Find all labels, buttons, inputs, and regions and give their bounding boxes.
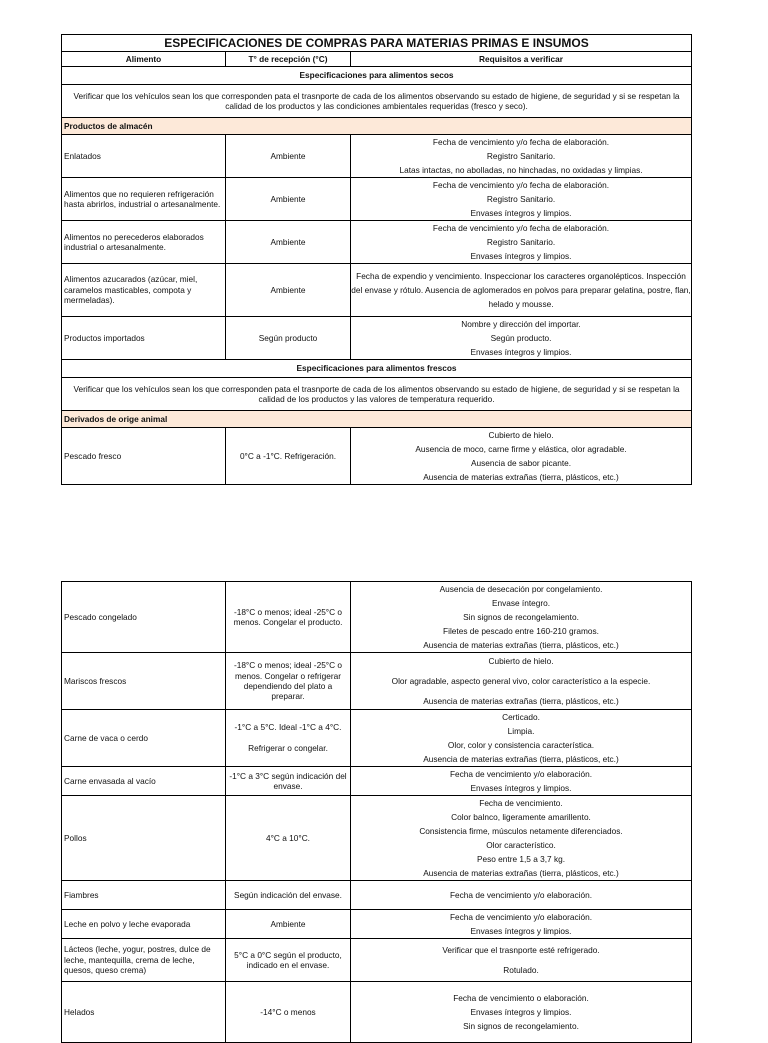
table-row <box>62 881 692 910</box>
requirement-line: Envase íntegro. <box>491 598 551 608</box>
requirements <box>351 135 692 178</box>
requirements <box>351 582 692 653</box>
requirements <box>351 910 692 939</box>
reception-temperature: Ambiente <box>226 135 351 178</box>
specs-table-bottom <box>61 581 692 1043</box>
table-row <box>62 910 692 939</box>
reception-temperature: -18°C o menos; ideal -25°C o menos. Congelar el producto. <box>226 582 351 653</box>
food-name: Carne envasada al vacío <box>62 767 226 796</box>
requirement-line: Envases íntegros y limpios. <box>470 347 572 357</box>
reception-temperature: -1°C a 5°C. Ideal -1°C a 4°C. Refrigerar o congelar. <box>226 710 351 767</box>
requirement-line: Fecha de vencimiento y/o fecha de elaboración. <box>432 180 610 190</box>
requirement-line: Certicado. <box>502 712 540 722</box>
table-row <box>62 221 692 264</box>
reception-temperature: 5°C a 0°C según el producto, indicado en el envase. <box>226 939 351 982</box>
section-fresh-note: Verificar que los vehículos sean los que corresponden pata el trasnporte de cada de los alimentos observando su estado de higiene, de seguridad y si se respetan la calidad de los productos y las valores de temperatura requerido. <box>62 378 692 411</box>
requirements <box>351 317 692 360</box>
requirement-line: Ausencia de moco, carne firme y elástica, olor agradable. <box>415 444 627 454</box>
requirement-line: Verificar que el trasnporte esté refrigerado. <box>442 945 600 955</box>
requirement-line: Sin signos de recongelamiento. <box>463 1021 579 1031</box>
requirement-line: Sin signos de recongelamiento. <box>463 612 579 622</box>
requirement-line: Rotulado. <box>503 965 539 975</box>
reception-temperature: -14°C o menos <box>226 982 351 1043</box>
reception-temperature: Ambiente <box>226 221 351 264</box>
requirement-line: Envases íntegros y limpios. <box>470 926 572 936</box>
requirement-line: Envases íntegros y limpios. <box>470 251 572 261</box>
food-name: Alimentos azucarados (azúcar, miel, caramelos masticables, compota y mermeladas). <box>62 264 226 317</box>
table-row <box>62 710 692 767</box>
requirement-line: Fecha de vencimiento y/o fecha de elaboración. <box>432 223 610 233</box>
reception-temperature: Ambiente <box>226 264 351 317</box>
requirement-line: Fecha de vencimiento. <box>479 798 563 808</box>
requirement-line: Fecha de vencimiento y/o elaboración. <box>449 890 593 900</box>
requirements <box>351 653 692 710</box>
table-row <box>62 135 692 178</box>
table-row <box>62 796 692 881</box>
food-name: Pollos <box>62 796 226 881</box>
requirement-line: Ausencia de materias extrañas (tierra, plásticos, etc.) <box>423 754 619 764</box>
table-row <box>62 428 692 485</box>
requirements <box>351 767 692 796</box>
specs-table-top <box>61 34 692 485</box>
food-name: Fiambres <box>62 881 226 910</box>
reception-temperature: Según producto <box>226 317 351 360</box>
requirement-line: Olor agradable, aspecto general vivo, color característico a la especie. <box>391 676 651 686</box>
table-row <box>62 582 692 653</box>
requirement-line: Fecha de vencimiento y/o elaboración. <box>449 769 593 779</box>
reception-temperature: -18°C o menos; ideal -25°C o menos. Congelar o refrigerar dependiendo del plato a preparar. <box>226 653 351 710</box>
section-dry-heading: Especificaciones para alimentos secos <box>62 67 692 85</box>
category-productos-almacen: Productos de almacén <box>62 118 692 135</box>
food-name: Alimentos que no requieren refrigeración hasta abrirlos, industrial o artesanalmente. <box>62 178 226 221</box>
requirement-line: Olor, color y consistencia característica. <box>447 740 595 750</box>
food-name: Helados <box>62 982 226 1043</box>
requirements <box>351 428 692 485</box>
requirements <box>351 939 692 982</box>
reception-temperature: 4°C a 10°C. <box>226 796 351 881</box>
reception-temperature: 0°C a -1°C. Refrigeración. <box>226 428 351 485</box>
requirement-line: Peso entre 1,5 a 3,7 kg. <box>476 854 566 864</box>
requirements <box>351 221 692 264</box>
requirement-line: Fecha de vencimiento y/o elaboración. <box>449 912 593 922</box>
table-row <box>62 939 692 982</box>
requirement-line: Ausencia de desecación por congelamiento. <box>439 584 603 594</box>
header-requisitos: Requisitos a verificar <box>351 52 692 67</box>
requirement-line: Filetes de pescado entre 160-210 gramos. <box>443 626 599 636</box>
food-name: Mariscos frescos <box>62 653 226 710</box>
table-row <box>62 767 692 796</box>
food-name: Enlatados <box>62 135 226 178</box>
table-row <box>62 982 692 1043</box>
requirement-line: Cubierto de hielo. <box>488 430 554 440</box>
table-row <box>62 264 692 317</box>
food-name: Lácteos (leche, yogur, postres, dulce de leche, mantequilla, crema de leche, quesos, queso crema) <box>62 939 226 982</box>
food-name: Pescado congelado <box>62 582 226 653</box>
food-name: Productos importados <box>62 317 226 360</box>
requirements <box>351 264 692 317</box>
requirements <box>351 982 692 1043</box>
food-name: Alimentos no perecederos elaborados industrial o artesanalmente. <box>62 221 226 264</box>
requirement-line: Limpia. <box>507 726 535 736</box>
header-alimento: Alimento <box>62 52 226 67</box>
requirement-line: Envases íntegros y limpios. <box>470 1007 572 1017</box>
requirement-line: Ausencia de materias extrañas (tierra, plásticos, etc.) <box>423 640 619 650</box>
requirement-line: Color balnco, ligeramente amarillento. <box>451 812 591 822</box>
requirement-line: Ausencia de sabor picante. <box>470 458 572 468</box>
requirement-line: Registro Sanitario. <box>486 151 556 161</box>
requirement-line: Registro Sanitario. <box>486 194 556 204</box>
requirement-line: Ausencia de materias extrañas (tierra, plásticos, etc.) <box>423 696 619 706</box>
section-fresh-heading: Especificaciones para alimentos frescos <box>62 360 692 378</box>
reception-temperature: Según indicación del envase. <box>226 881 351 910</box>
requirement-line: Fecha de expendio y vencimiento. Inspeccionar los caracteres organolépticos. Inspección del envase y rótulo. Ausencia de aglomerados en polvos para preparar gelatina, postre, flan, helado y mousse. <box>351 271 691 309</box>
requirement-line: Cubierto de hielo. <box>488 656 554 666</box>
requirement-line: Olor característico. <box>486 840 556 850</box>
food-name: Carne de vaca o cerdo <box>62 710 226 767</box>
requirement-line: Ausencia de materias extrañas (tierra, plásticos, etc.) <box>423 472 619 482</box>
requirement-line: Envases íntegros y limpios. <box>470 783 572 793</box>
food-name: Pescado fresco <box>62 428 226 485</box>
reception-temperature: Ambiente <box>226 910 351 939</box>
requirement-line: Nombre y dirección del importar. <box>461 319 581 329</box>
table-row <box>62 317 692 360</box>
section-dry-note: Verificar que los vehículos sean los que corresponden pata el trasnporte de cada de los alimentos observando su estado de higiene, de seguridad y si se respetan la calidad de los productos y las condiciones ambientales requeridas (fresco y seco). <box>62 85 692 118</box>
requirement-line: Consistencia firme, músculos netamente diferenciados. <box>419 826 623 836</box>
table-row <box>62 653 692 710</box>
requirement-line: Envases íntegros y limpios. <box>470 208 572 218</box>
requirements <box>351 796 692 881</box>
reception-temperature: -1°C a 3°C según indicación del envase. <box>226 767 351 796</box>
requirements <box>351 178 692 221</box>
category-derivados-animal: Derivados de orige animal <box>62 411 692 428</box>
table-row <box>62 178 692 221</box>
header-temperatura: T° de recepción (°C) <box>226 52 351 67</box>
requirement-line: Fecha de vencimiento o elaboración. <box>453 993 589 1003</box>
requirements <box>351 710 692 767</box>
requirement-line: Latas intactas, no abolladas, no hinchadas, no oxidadas y limpias. <box>399 165 643 175</box>
requirement-line: Según producto. <box>490 333 552 343</box>
requirement-line: Ausencia de materias extrañas (tierra, plásticos, etc.) <box>423 868 619 878</box>
requirement-line: Fecha de vencimiento y/o fecha de elaboración. <box>432 137 610 147</box>
food-name: Leche en polvo y leche evaporada <box>62 910 226 939</box>
requirement-line: Registro Sanitario. <box>486 237 556 247</box>
reception-temperature: Ambiente <box>226 178 351 221</box>
document-title: ESPECIFICACIONES DE COMPRAS PARA MATERIAS PRIMAS E INSUMOS <box>62 35 692 52</box>
requirements <box>351 881 692 910</box>
